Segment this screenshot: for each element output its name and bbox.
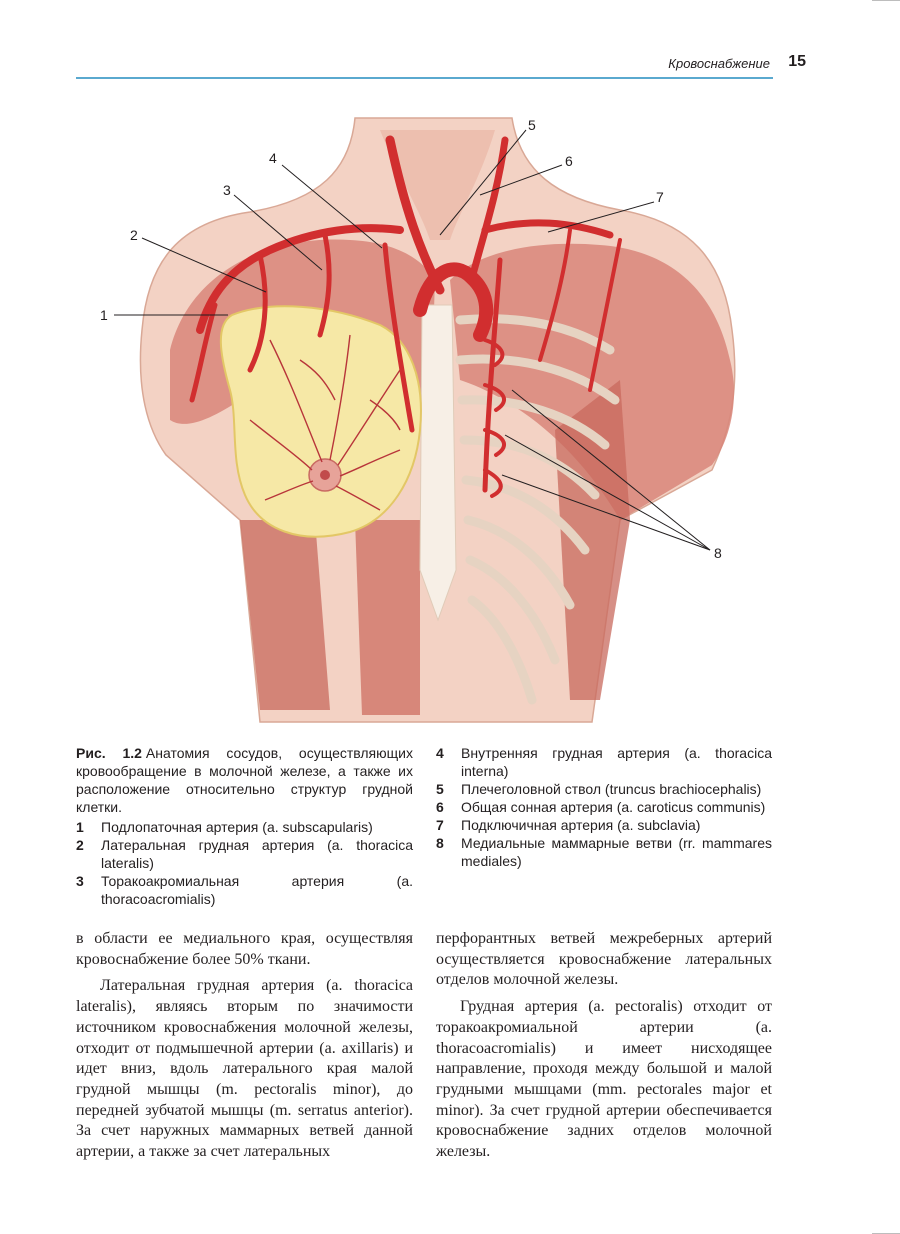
legend-item: 3 Торакоакромиальная артерия (a. thoracoacromialis) — [76, 873, 413, 907]
caption-intro — [76, 744, 413, 816]
legend-item: 7 Подключичная артерия (a. subclavia) — [436, 817, 701, 833]
anatomy-figure — [100, 100, 780, 740]
rectus-muscle — [355, 520, 420, 715]
nipple-center — [320, 470, 330, 480]
body-paragraph: Латеральная грудная артерия (a. thoracica lateralis), являясь вторым по значимости источником кровоснабжения молочной железы, отходит от подмышечной артерии (a. axillaris) и идет вниз, вдоль латерального края малой грудной мышцы (m. pectoralis minor), до передней зубчатой мышцы (m. serratus anterior). За счет наружных маммарных ветвей данной артерии, а также за счет латеральных — [76, 977, 413, 1161]
callout-4: 4 — [269, 150, 277, 166]
legend-item: 6 Общая сонная артерия (a. caroticus communis) — [436, 799, 766, 815]
legend-item: 8 Медиальные маммарные ветви (rr. mammares mediales) — [436, 835, 772, 869]
lateral-muscle-left — [240, 520, 330, 710]
callout-8: 8 — [714, 545, 722, 561]
callout-6: 6 — [565, 153, 573, 169]
body-text-right — [436, 929, 772, 1163]
legend-item: 1 Подлопаточная артерия (a. subscapularis) — [76, 819, 373, 835]
crop-mark-top — [872, 0, 900, 1]
page-header — [76, 52, 806, 78]
anatomy-illustration — [100, 100, 780, 740]
legend-item: 5 Плечеголовной ствол (truncus brachiocephalis) — [436, 781, 762, 797]
callout-1: 1 — [100, 307, 108, 323]
page-number: 15 — [788, 53, 806, 70]
legend-item: 4 Внутренняя грудная артерия (a. thoracica interna) — [436, 745, 772, 779]
body-paragraph: в области ее медиального края, осуществляя кровоснабжение более 50% ткани. — [76, 930, 413, 968]
legend-item: 2 Латеральная грудная артерия (a. thoracica lateralis) — [76, 837, 413, 871]
caption-intro-text: Анатомия сосудов, осуществляющих кровообращение в молочной железе, а также их расположение относительно структур грудной клетки. — [76, 745, 413, 815]
running-title: Кровоснабжение — [668, 56, 770, 71]
body-paragraph: перфорантных ветвей межреберных артерий осуществляется кровоснабжение латеральных отделов молочной железы. — [436, 930, 772, 989]
figure-caption-right — [436, 744, 772, 870]
callout-2: 2 — [130, 227, 138, 243]
body-paragraph: Грудная артерия (a. pectoralis) отходит от торакоакромиальной артерии (a. thoracoacromialis) и имеет нисходящее направление, проходя между большой и малой грудными мышцами (mm. pectorales major et minor). За счет грудной артерии обеспечивается кровоснабжение задних отделов молочной железы. — [436, 998, 772, 1161]
callout-7: 7 — [656, 189, 664, 205]
figure-caption-left — [76, 744, 413, 908]
sternum — [420, 305, 456, 620]
callout-5: 5 — [528, 117, 536, 133]
callout-3: 3 — [223, 182, 231, 198]
header-rule — [76, 77, 773, 79]
figure-label: Рис. 1.2 — [76, 745, 142, 761]
body-text-left — [76, 929, 413, 1163]
